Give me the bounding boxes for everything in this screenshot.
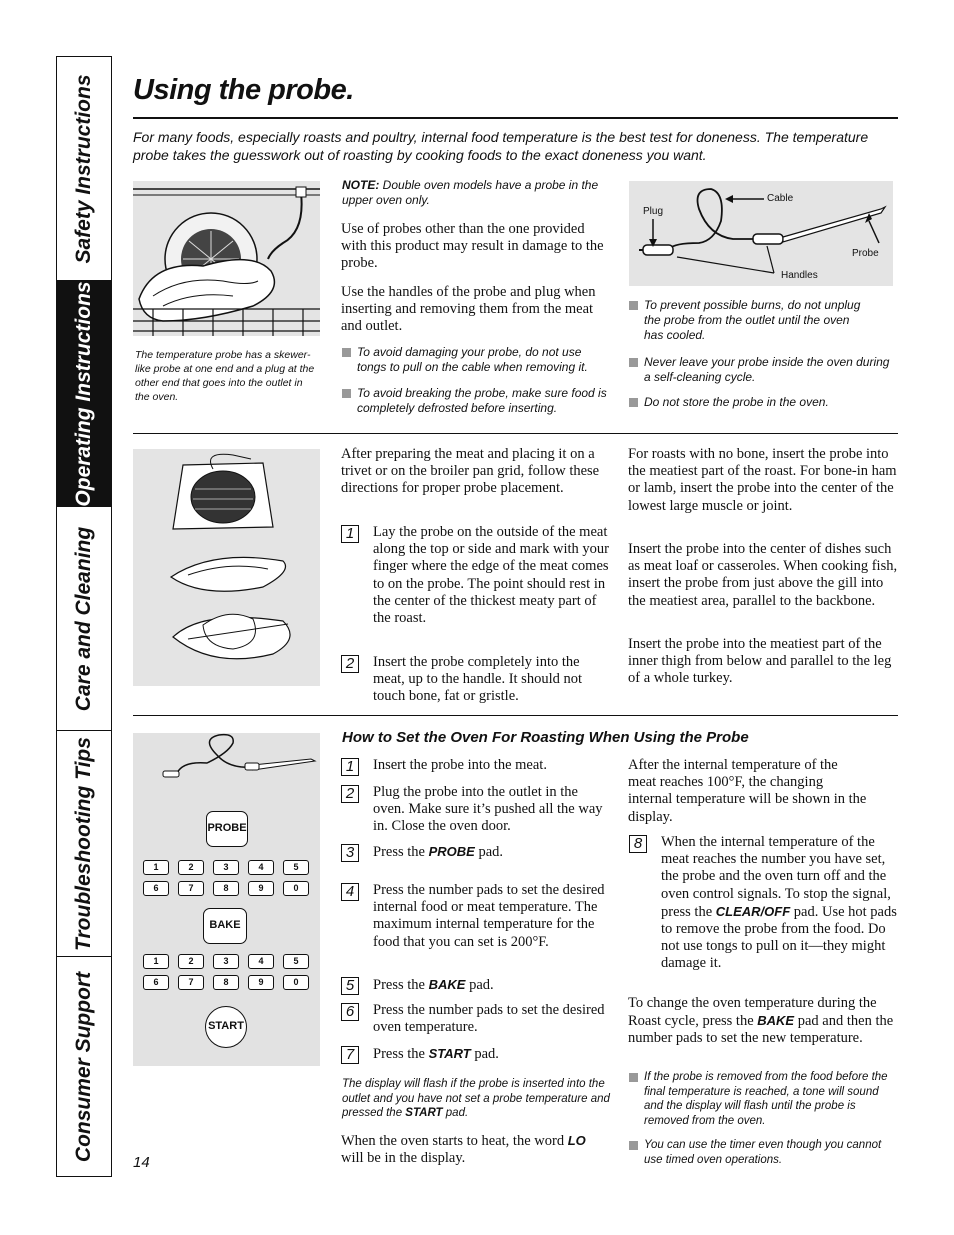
bullet-item: To prevent possible burns, do not unplug the probe from the outlet until the oven has cooled. bbox=[629, 298, 869, 343]
number-pad-0[interactable]: 0 bbox=[283, 975, 309, 990]
tab-troubleshooting-tips[interactable] bbox=[57, 731, 111, 957]
tab-label: Safety Instructions bbox=[72, 73, 95, 264]
plug-label: Plug bbox=[643, 206, 664, 217]
bullet-item: To avoid damaging your probe, do not use tongs to pull on the cable when removing it. bbox=[342, 345, 612, 375]
bullet-item: You can use the timer even though you cannot use timed oven operations. bbox=[629, 1138, 897, 1167]
step-number: 8 bbox=[629, 835, 647, 853]
roast-step: 3 Press the PROBE pad. bbox=[341, 843, 613, 861]
roast-step: 7 Press the START pad. bbox=[341, 1045, 613, 1063]
roast-step: 4 Press the number pads to set the desired internal food or meat temperature. The maximum internal temperature for the food that you can set is 200°F. bbox=[341, 882, 613, 951]
number-pad-6[interactable]: 6 bbox=[143, 881, 169, 896]
number-pad-2[interactable]: 2 bbox=[178, 860, 204, 875]
step-number: 7 bbox=[341, 1046, 359, 1064]
number-pad-8[interactable]: 8 bbox=[213, 881, 239, 896]
bullet-item: Never leave your probe inside the oven during a self-cleaning cycle. bbox=[629, 355, 899, 385]
note-text: Double oven models have a probe in the upper oven only. bbox=[342, 178, 599, 207]
number-pad-5[interactable]: 5 bbox=[283, 954, 309, 969]
tab-label: Consumer Support bbox=[72, 971, 95, 1162]
number-pad-6[interactable]: 6 bbox=[143, 975, 169, 990]
tab-label: Operating Instructions bbox=[72, 280, 95, 507]
number-pad-8[interactable]: 8 bbox=[213, 975, 239, 990]
tab-operating-instructions[interactable] bbox=[57, 281, 111, 507]
step-number: 2 bbox=[341, 785, 359, 803]
probe-diagram bbox=[629, 181, 893, 286]
bullet-square-icon bbox=[342, 348, 351, 357]
number-pad-2[interactable]: 2 bbox=[178, 954, 204, 969]
step-number: 5 bbox=[341, 977, 359, 995]
number-pad-4[interactable]: 4 bbox=[248, 860, 274, 875]
tab-label: Troubleshooting Tips bbox=[72, 736, 95, 951]
start-pad-button[interactable]: START bbox=[205, 1006, 247, 1048]
section-heading: How to Set the Oven For Roasting When Using the Probe bbox=[342, 729, 749, 746]
bullet-item: Do not store the probe in the oven. bbox=[629, 395, 899, 410]
probe-caption: The temperature probe has a skewer-like probe at one end and a plug at the other end that goes into the outlet in the oven. bbox=[135, 349, 315, 403]
page-number: 14 bbox=[133, 1154, 150, 1171]
number-pad-0[interactable]: 0 bbox=[283, 881, 309, 896]
bullet-item: If the probe is removed from the food before the final temperature is reached, a tone will sound and the display will flash until the probe is removed from the oven. bbox=[629, 1070, 897, 1128]
bullet-square-icon bbox=[629, 1141, 638, 1150]
probe-pad-button[interactable]: PROBE bbox=[206, 811, 248, 847]
bullet-item: To avoid breaking the probe, make sure food is completely defrosted before inserting. bbox=[342, 386, 612, 416]
number-pad-9[interactable]: 9 bbox=[248, 881, 274, 896]
tab-safety-instructions[interactable] bbox=[57, 57, 111, 281]
handles-paragraph: Use the handles of the probe and plug when inserting and removing them from the meat and outlet. bbox=[341, 284, 596, 335]
bullet-square-icon bbox=[629, 358, 638, 367]
casserole-paragraph: Insert the probe into the center of dishes such as meat loaf or casseroles. When cooking fish, insert the probe from just above the gill into the meatiest area, parallel to the backbone. bbox=[628, 541, 898, 609]
placement-step: 1 Lay the probe on the outside of the meat along the top or side and mark with your finger where the edge of the meat comes to on the probe. The point should rest in the center of the thickest meaty part of the roast. bbox=[341, 524, 613, 627]
section-divider bbox=[133, 433, 898, 434]
number-pad-4[interactable]: 4 bbox=[248, 954, 274, 969]
placement-intro: After preparing the meat and placing it on a trivet or on the broiler pan grid, follow these directions for proper probe placement. bbox=[341, 446, 600, 497]
change-temperature-paragraph: To change the oven temperature during the Roast cycle, press the BAKE pad and then the number pads to set the new temperature. bbox=[628, 995, 894, 1047]
note-label: NOTE: bbox=[342, 178, 380, 192]
turkey-paragraph: Insert the probe into the meatiest part of the inner thigh from below and parallel to the leg of a whole turkey. bbox=[628, 636, 892, 687]
number-pad-1[interactable]: 1 bbox=[143, 860, 169, 875]
step-number: 2 bbox=[341, 655, 359, 673]
placement-step: 2 Insert the probe completely into the meat, up to the handle. It should not touch bone, fat or gristle. bbox=[341, 654, 613, 706]
tab-label: Care and Cleaning bbox=[72, 526, 95, 711]
oven-probe-illustration bbox=[133, 181, 320, 336]
probe-warning-paragraph: Use of probes other than the one provided with this product may result in damage to the probe. bbox=[341, 221, 604, 272]
step-number: 1 bbox=[341, 525, 359, 543]
probe-label: Probe bbox=[852, 248, 879, 259]
heat-paragraph: When the oven starts to heat, the word LO will be in the display. bbox=[341, 1133, 586, 1167]
tab-consumer-support[interactable] bbox=[57, 957, 111, 1176]
page-title: Using the probe. bbox=[133, 74, 354, 106]
side-tab-bar bbox=[56, 56, 112, 1177]
number-pad-3[interactable]: 3 bbox=[213, 860, 239, 875]
bullet-square-icon bbox=[629, 1073, 638, 1082]
step-number: 4 bbox=[341, 883, 359, 901]
intro-text: For many foods, especially roasts and poultry, internal food temperature is the best test for doneness. The temperature probe takes the guesswork out of roasting by cooking foods to the exact doneness you want. bbox=[133, 129, 869, 163]
handles-label: Handles bbox=[781, 270, 818, 281]
number-pad-1[interactable]: 1 bbox=[143, 954, 169, 969]
roast-step: 6 Press the number pads to set the desired oven temperature. bbox=[341, 1002, 613, 1036]
number-pad-9[interactable]: 9 bbox=[248, 975, 274, 990]
step-number: 1 bbox=[341, 758, 359, 776]
flash-note: The display will flash if the probe is inserted into the outlet and you have not set a probe temperature and pressed the START pad. bbox=[342, 1078, 610, 1119]
bake-pad-button[interactable]: BAKE bbox=[203, 908, 247, 944]
tab-care-and-cleaning[interactable] bbox=[57, 507, 111, 731]
bullet-square-icon bbox=[629, 301, 638, 310]
meat-placement-illustration bbox=[133, 449, 320, 686]
roast-step: 2 Plug the probe into the outlet in the oven. Make sure it’s pushed all the way in. Close the oven door. bbox=[341, 784, 613, 836]
number-pad-3[interactable]: 3 bbox=[213, 954, 239, 969]
temperature-paragraph: After the internal temperature of the meat reaches 100°F, the changing internal temperature will be shown in the display. bbox=[628, 757, 867, 825]
double-oven-note bbox=[342, 178, 612, 208]
cable-label: Cable bbox=[767, 193, 794, 204]
section-divider bbox=[133, 715, 898, 716]
bullet-square-icon bbox=[342, 389, 351, 398]
number-pad-5[interactable]: 5 bbox=[283, 860, 309, 875]
title-rule bbox=[133, 117, 898, 119]
control-panel-illustration bbox=[133, 733, 320, 1066]
roast-step: 1 Insert the probe into the meat. bbox=[341, 757, 613, 774]
step-number: 6 bbox=[341, 1003, 359, 1021]
roast-step: 5 Press the BAKE pad. bbox=[341, 976, 613, 994]
number-pad-7[interactable]: 7 bbox=[178, 975, 204, 990]
roast-paragraph: For roasts with no bone, insert the probe into the meatiest part of the roast. For bone-in ham or lamb, insert the probe into the center of the lowest large muscle or joint. bbox=[628, 446, 897, 514]
bullet-square-icon bbox=[629, 398, 638, 407]
step-number: 3 bbox=[341, 844, 359, 862]
number-pad-7[interactable]: 7 bbox=[178, 881, 204, 896]
roast-step: 8 When the internal temperature of the meat reaches the number you have set, the probe and the oven turn off and the oven control signals. To stop the signal, press the CLEAR/OFF pad. Use hot pads to remove the probe from the food. Do not use tongs to pull on it—they might damage it. bbox=[629, 834, 897, 973]
